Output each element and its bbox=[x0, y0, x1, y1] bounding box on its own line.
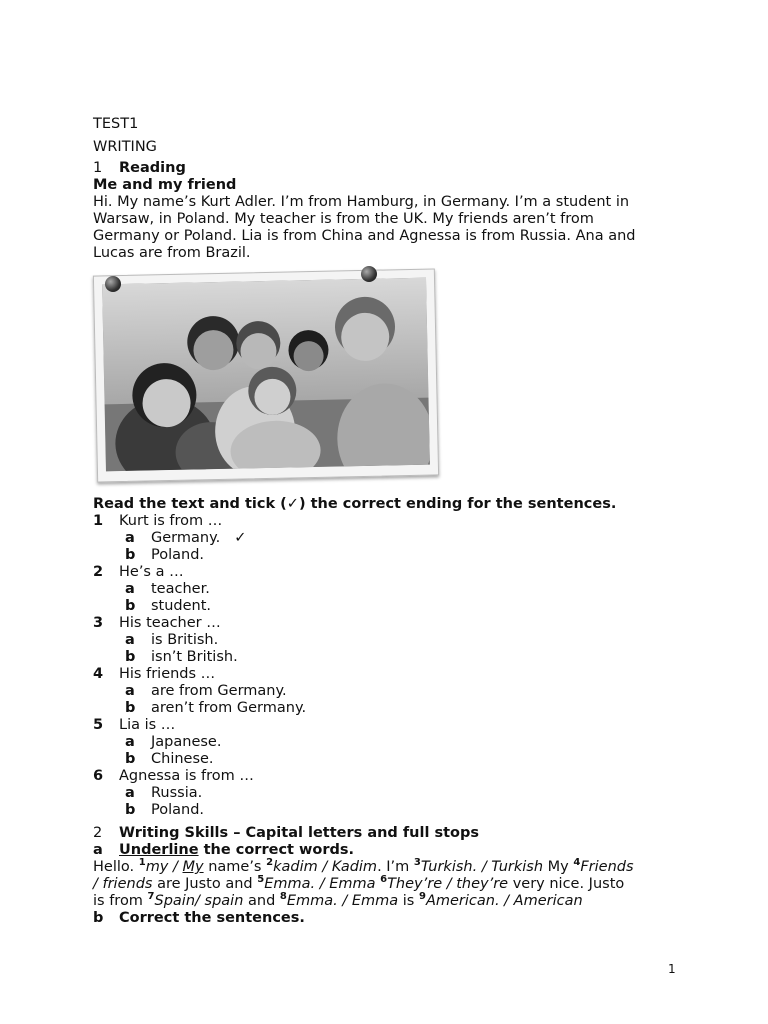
word-choice[interactable]: Turkish. / Turkish bbox=[420, 859, 544, 875]
answer-option[interactable] bbox=[93, 785, 693, 802]
option-text: student. bbox=[151, 598, 212, 614]
question-text: Kurt is from … bbox=[119, 513, 223, 529]
option-text: Poland. bbox=[151, 547, 205, 563]
option-letter: a bbox=[125, 785, 135, 801]
exercise-text: and bbox=[243, 893, 280, 909]
option-text: Chinese. bbox=[151, 751, 214, 767]
answer-option[interactable] bbox=[93, 734, 693, 751]
option-letter: b bbox=[125, 751, 136, 767]
worksheet bbox=[93, 116, 693, 927]
group-selfie-photo bbox=[93, 264, 443, 494]
question-number: 5 bbox=[93, 717, 104, 733]
word-choice[interactable]: / friends bbox=[93, 876, 153, 892]
option-letter: a bbox=[125, 734, 135, 750]
option-letter: a bbox=[125, 632, 135, 648]
section-label: WRITING bbox=[93, 139, 157, 155]
option-text: isn’t British. bbox=[151, 649, 238, 665]
word-choice[interactable]: Emma. / Emma bbox=[264, 876, 376, 892]
part-b-text: Correct the sentences. bbox=[119, 910, 305, 926]
writing-skills-number: 2 bbox=[93, 825, 103, 841]
exercise-line-3 bbox=[93, 893, 693, 910]
exercise-text: . I’m bbox=[377, 859, 414, 875]
reading-passage bbox=[93, 194, 693, 262]
word-choice[interactable]: Emma. / Emma bbox=[286, 893, 399, 909]
choice-number: 9 bbox=[418, 891, 426, 903]
part-a-instruction bbox=[93, 842, 693, 859]
question-text: Lia is … bbox=[119, 717, 176, 733]
underline-word: Underline bbox=[119, 842, 199, 858]
answer-option[interactable] bbox=[93, 802, 693, 819]
passage-line: Warsaw, in Poland. My teacher is from the UK. My friends aren’t from bbox=[93, 211, 594, 227]
passage-line: Hi. My name’s Kurt Adler. I’m from Hamburg, in Germany. I’m a student in bbox=[93, 194, 630, 210]
question-number: 6 bbox=[93, 768, 104, 784]
part-a-text: the correct words. bbox=[198, 842, 355, 858]
word-choice[interactable]: They’re / they’re bbox=[387, 876, 509, 892]
option-text: Russia. bbox=[151, 785, 203, 801]
answer-option[interactable] bbox=[93, 530, 693, 547]
passage-line: Lucas are from Brazil. bbox=[93, 245, 251, 261]
option-text: is British. bbox=[151, 632, 219, 648]
question-item bbox=[93, 717, 693, 768]
reading-subtitle: Me and my friend bbox=[93, 177, 237, 193]
option-letter: b bbox=[125, 802, 136, 818]
option-text: Japanese. bbox=[151, 734, 222, 750]
answer-option[interactable] bbox=[93, 649, 693, 666]
choice-number: 6 bbox=[380, 874, 388, 886]
reading-number: 1 bbox=[93, 160, 103, 176]
word-choice[interactable]: Friends bbox=[580, 859, 634, 875]
part-a-letter: a bbox=[93, 842, 103, 858]
exercise-text: is from bbox=[93, 893, 148, 909]
answer-option[interactable] bbox=[93, 683, 693, 700]
exercise-text: are Justo and bbox=[152, 876, 258, 892]
exercise-line-1 bbox=[93, 859, 693, 876]
question-number: 3 bbox=[93, 615, 104, 631]
selfie-illustration bbox=[102, 278, 430, 472]
word-choice[interactable]: Spain/ spain bbox=[154, 893, 244, 909]
question-item bbox=[93, 513, 693, 564]
pin-icon bbox=[105, 276, 121, 292]
answer-option[interactable] bbox=[93, 751, 693, 768]
question-item bbox=[93, 666, 693, 717]
part-b-instruction bbox=[93, 910, 693, 927]
exercise-text: Hello. bbox=[93, 859, 139, 875]
choice-number: 8 bbox=[279, 891, 287, 903]
option-text: Germany. bbox=[151, 530, 221, 546]
choice-number: 7 bbox=[147, 891, 155, 903]
choice-number: 3 bbox=[413, 857, 421, 869]
reading-heading bbox=[93, 160, 693, 177]
exercise-text: is bbox=[398, 893, 419, 909]
writing-skills-title: Writing Skills – Capital letters and full stops bbox=[119, 825, 480, 841]
question-item bbox=[93, 615, 693, 666]
word-choice[interactable]: American. / American bbox=[425, 893, 583, 909]
answer-option[interactable] bbox=[93, 598, 693, 615]
photo-frame bbox=[93, 268, 439, 482]
question-text: Agnessa is from … bbox=[119, 768, 254, 784]
question-text: His teacher … bbox=[119, 615, 221, 631]
option-text: aren’t from Germany. bbox=[151, 700, 307, 716]
word-choice-underlined[interactable]: My bbox=[182, 859, 204, 875]
exercise-text: My bbox=[543, 859, 574, 875]
passage-line: Germany or Poland. Lia is from China and Agnessa is from Russia. Ana and bbox=[93, 228, 636, 244]
question-number: 1 bbox=[93, 513, 104, 529]
question-number: 4 bbox=[93, 666, 104, 682]
option-text: are from Germany. bbox=[151, 683, 287, 699]
exercise-line-2 bbox=[93, 876, 693, 893]
checkmark-icon: ✓ bbox=[234, 530, 247, 546]
photo-image bbox=[102, 278, 430, 472]
writing-skills-heading bbox=[93, 825, 693, 842]
exercise-text: very nice. Justo bbox=[508, 876, 625, 892]
option-text: teacher. bbox=[151, 581, 210, 597]
answer-option[interactable] bbox=[93, 700, 693, 717]
option-letter: b bbox=[125, 598, 136, 614]
answer-option[interactable] bbox=[93, 632, 693, 649]
option-text: Poland. bbox=[151, 802, 205, 818]
option-letter: b bbox=[125, 649, 136, 665]
test-label: TEST1 bbox=[93, 116, 139, 132]
question-list bbox=[93, 513, 693, 819]
pin-icon bbox=[361, 266, 377, 282]
question-item bbox=[93, 768, 693, 819]
option-letter: a bbox=[125, 581, 135, 597]
choice-number: 5 bbox=[257, 874, 265, 886]
question-text: His friends … bbox=[119, 666, 216, 682]
reading-title: Reading bbox=[119, 160, 186, 176]
answer-option[interactable] bbox=[93, 581, 693, 598]
question-text: He’s a … bbox=[119, 564, 184, 580]
reading-instruction: Read the text and tick (✓) the correct ending for the sentences. bbox=[93, 496, 617, 512]
choice-number: 1 bbox=[138, 857, 146, 869]
question-number: 2 bbox=[93, 564, 104, 580]
word-choice[interactable]: kadim / Kadim bbox=[273, 859, 378, 875]
answer-option[interactable] bbox=[93, 547, 693, 564]
word-choice[interactable]: my / bbox=[145, 859, 183, 875]
exercise-text: name’s bbox=[203, 859, 267, 875]
question-item bbox=[93, 564, 693, 615]
option-letter: a bbox=[125, 530, 135, 546]
choice-number: 4 bbox=[573, 857, 581, 869]
option-letter: a bbox=[125, 683, 135, 699]
choice-number: 2 bbox=[266, 857, 274, 869]
part-b-letter: b bbox=[93, 910, 104, 926]
option-letter: b bbox=[125, 700, 136, 716]
page-number: 1 bbox=[668, 962, 676, 976]
option-letter: b bbox=[125, 547, 136, 563]
